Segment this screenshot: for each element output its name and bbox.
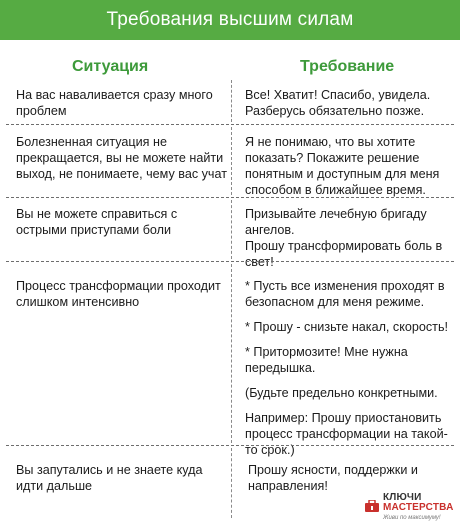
column-heading-situation: Ситуация <box>72 58 149 75</box>
row-5-situation: Вы запутались и не знаете куда идти дальше <box>16 463 203 493</box>
column-separator <box>231 80 232 122</box>
column-separator <box>231 448 232 518</box>
row-4-demand <box>245 278 453 458</box>
row-1-demand-line: Все! Хватит! Спасибо, увидела. Разберусь обязательно позже. <box>245 88 431 118</box>
row-2-demand <box>245 134 453 198</box>
row-2-situation: Болезненная ситуация не прекращается, вы не можете найти выход, не понимаете, чему вас учат <box>16 135 227 181</box>
row-3-situation: Вы не можете справиться с острыми приступами боли <box>16 207 178 237</box>
row-3-demand-line: Прошу трансформировать боль в свет! <box>245 239 443 269</box>
key-icon <box>364 500 380 514</box>
column-separator <box>231 127 232 195</box>
row-divider <box>6 124 454 125</box>
row-1-demand <box>245 87 453 119</box>
row-4-demand-line: * Пусть все изменения проходят в безопасном для меня режиме. <box>245 279 445 309</box>
brand-logo <box>364 493 456 521</box>
row-4-demand-line: Например: Прошу приостановить процесс трансформации на такой-то срок.) <box>245 411 448 457</box>
logo-name-part1: КЛЮЧИ <box>383 492 422 503</box>
row-4-demand-line: * Притормозите! Мне нужна передышка. <box>245 345 408 375</box>
row-5-demand-line: Прошу ясности, поддержки и направления! <box>248 463 418 493</box>
row-4-demand-line: (Будьте предельно конкретными. <box>245 386 438 400</box>
row-3-demand-line: Призывайте лечебную бригаду ангелов. <box>245 207 427 237</box>
row-5-demand <box>248 462 438 494</box>
row-4-situation: Процесс трансформации проходит слишком интенсивно <box>16 279 221 309</box>
row-1-situation: На вас наваливается сразу много проблем <box>16 88 213 118</box>
row-divider <box>6 445 454 446</box>
column-separator <box>231 264 232 443</box>
logo-tagline: Живи по максимуму! <box>383 515 441 521</box>
column-separator <box>231 200 232 259</box>
row-divider <box>6 261 454 262</box>
row-2-demand-line: Я не понимаю, что вы хотите показать? Покажите решение понятным и доступным для меня способом в ближайшее время. <box>245 135 440 197</box>
page-title-bar <box>0 0 460 40</box>
page-title: Требования высшим силам <box>106 9 354 30</box>
logo-name-part2: МАСТЕРСТВА <box>383 502 454 513</box>
row-divider <box>6 197 454 198</box>
column-heading-demand: Требование <box>300 58 395 75</box>
row-4-demand-line: * Прошу - снизьте накал, скорость! <box>245 320 449 334</box>
